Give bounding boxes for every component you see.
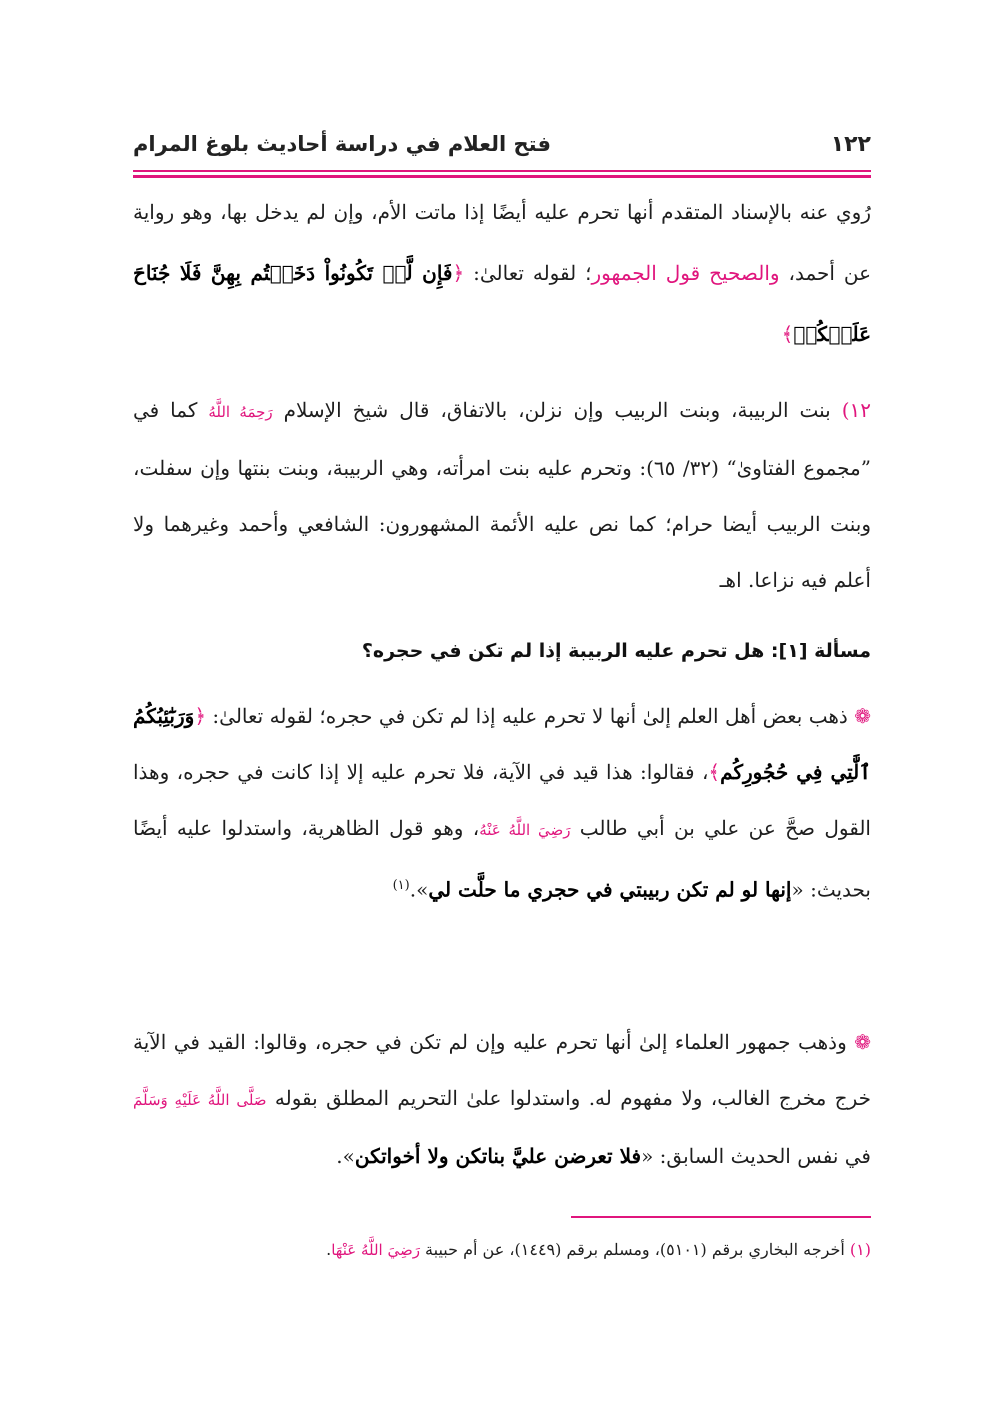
quran-bracket-open: ﴿ [452, 261, 465, 285]
paragraph-1 [133, 182, 871, 365]
item-number: ١٢) [841, 398, 871, 422]
flower-bullet-icon: ❁ [854, 704, 871, 728]
paragraph-1-text-a: رُوي عنه بالإسناد المتقدم أنها تحرم عليه أيضًا إذا ماتت الأم، وإن لم يدخل بها، وهو رواية عن أحمد، [133, 200, 871, 285]
page-number: ١٢٢ [830, 132, 871, 157]
paragraph-3-text-a: ذهب بعض أهل العلم إلىٰ أنها لا تحرم عليه إذا لم تكن في حجره؛ لقوله تعالىٰ: [206, 704, 855, 728]
paragraph-4-text-c: ». [336, 1144, 355, 1168]
hadith-quote: إنها لو لم تكن ربيبتي في حجري ما حلَّت لي [428, 877, 792, 902]
quran-bracket-close: ﴾ [781, 322, 794, 346]
honorific-radiyallahu-anhu: رَضِيَ اللَّهُ عَنْهُ [479, 821, 571, 839]
paragraph-4-text-a: وذهب جمهور العلماء إلىٰ أنها تحرم عليه وإن لم تكن في حجره، وقالوا: القيد في الآية خرج مخرج الغالب، ولا مفهوم له. واستدلوا علىٰ التحريم المطلق بقوله [133, 1030, 871, 1110]
footnote-reference[interactable]: (١) [392, 878, 410, 893]
hadith-quote: فلا تعرضن عليَّ بناتكن ولا أخواتكن [354, 1144, 642, 1168]
footnote [133, 1240, 871, 1259]
paragraph-4 [133, 1014, 871, 1184]
honorific-rahimahullah: رَحِمَهُ اللَّهُ [208, 403, 273, 421]
honorific-salla-allahu-alayhi: صَلَّى اللَّهُ عَلَيْهِ وَسَلَّمَ [133, 1091, 267, 1109]
page-header [133, 128, 871, 168]
paragraph-3-text-c: ، وهو قول الظاهرية، واستدلوا عليه أيضًا بحديث: « [133, 816, 871, 902]
paragraph-4-text-b: في نفس الحديث السابق: « [641, 1144, 871, 1168]
paragraph-2 [133, 382, 871, 608]
header-rule-top [133, 170, 871, 172]
footnote-text: أخرجه البخاري برقم (٥١٠١)، ومسلم برقم (١٤٤٩)، عن أم حبيبة [419, 1240, 850, 1259]
flower-bullet-icon: ❁ [854, 1030, 871, 1054]
footnote-separator [571, 1216, 871, 1218]
majority-opinion-highlight: والصحيح قول الجمهور [591, 261, 780, 285]
quran-bracket-open: ﴿ [194, 704, 207, 728]
paragraph-3-text-b: ، فقالوا: هذا قيد في الآية، فلا تحرم عليه إلا إذا كانت في حجره، وهذا القول صحَّ عن علي بن أبي طالب [133, 760, 871, 840]
footnote-end: . [326, 1240, 332, 1259]
header-rule-bottom [133, 175, 871, 178]
quran-bracket-close: ﴾ [708, 760, 721, 784]
honorific-radiyallahu-anha: رَضِيَ اللَّهُ عَنْهَا [331, 1241, 420, 1259]
paragraph-3 [133, 688, 871, 918]
paragraph-2-text-a: بنت الربيبة، وبنت الربيب وإن نزلن، بالاتفاق، قال شيخ الإسلام [272, 398, 842, 422]
paragraph-2-text-b: كما في ”مجموع الفتاوىٰ“ (٣٢/ ٦٥): وتحرم عليه بنت امرأته، وهي الربيبة، وبنت بنتها وإن سفلت، وبنت الربيب أيضا حرام؛ كما نص عليه الأئمة المشهورون: الشافعي وأحمد وغيرهما ولا أعلم فيه نزاعا. اهـ [133, 398, 871, 592]
paragraph-1-text-b: ؛ لقوله تعالىٰ: [464, 261, 592, 285]
quran-verse: وَرَبَٰٓئِبُكُمُ ٱلَّٰتِي فِي حُجُورِكُم [133, 704, 871, 784]
footnote-number: (١) [849, 1240, 871, 1259]
issue-heading: مسألة [١]: هل تحرم عليه الربيبة إذا لم تكن في حجره؟ [361, 640, 871, 662]
paragraph-3-text-d: ». [409, 877, 429, 902]
book-title: فتح العلام في دراسة أحاديث بلوغ المرام [133, 132, 551, 156]
quran-verse: فَإِن لَّمۡ تَكُونُواْ دَخَلۡتُم بِهِنَّ فَلَا جُنَاحَ عَلَيۡكُمۡ [133, 261, 871, 346]
